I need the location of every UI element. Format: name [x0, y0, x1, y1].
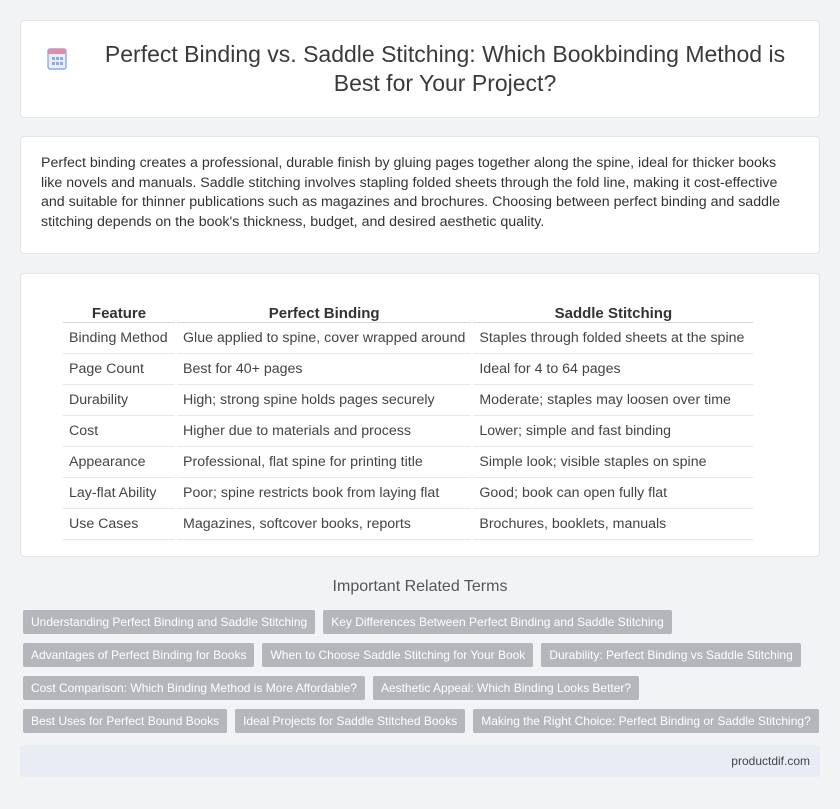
header-saddle-stitching: Saddle Stitching [473, 296, 753, 323]
header-perfect-binding: Perfect Binding [177, 296, 471, 323]
related-term-link[interactable]: When to Choose Saddle Stitching for Your Book [262, 643, 533, 667]
cell-feature: Page Count [63, 354, 175, 385]
cell-perfect: Best for 40+ pages [177, 354, 471, 385]
related-term-link[interactable]: Understanding Perfect Binding and Saddle Stitching [23, 610, 315, 634]
tag-row [23, 643, 823, 667]
intro-card [20, 136, 820, 254]
related-term-link[interactable]: Key Differences Between Perfect Binding and Saddle Stitching [323, 610, 672, 634]
related-term-link[interactable]: Durability: Perfect Binding vs Saddle Stitching [541, 643, 800, 667]
cell-feature: Lay-flat Ability [63, 478, 175, 509]
table-row [63, 447, 753, 478]
related-term-link[interactable]: Cost Comparison: Which Binding Method is More Affordable? [23, 676, 365, 700]
cell-feature: Durability [63, 385, 175, 416]
cell-perfect: Glue applied to spine, cover wrapped around [177, 323, 471, 354]
cell-saddle: Brochures, booklets, manuals [473, 509, 753, 540]
table-row [63, 509, 753, 540]
table-header-row [63, 296, 753, 323]
related-term-link[interactable]: Best Uses for Perfect Bound Books [23, 709, 227, 733]
cell-feature: Appearance [63, 447, 175, 478]
comparison-table [63, 296, 753, 540]
cell-perfect: Professional, flat spine for printing title [177, 447, 471, 478]
related-term-link[interactable]: Making the Right Choice: Perfect Binding or Saddle Stitching? [473, 709, 819, 733]
cell-feature: Binding Method [63, 323, 175, 354]
footer [20, 745, 820, 777]
related-terms-list [23, 610, 823, 742]
cell-saddle: Simple look; visible staples on spine [473, 447, 753, 478]
header-feature: Feature [63, 296, 175, 323]
table-row [63, 478, 753, 509]
table-row [63, 323, 753, 354]
cell-feature: Cost [63, 416, 175, 447]
cell-perfect: Magazines, softcover books, reports [177, 509, 471, 540]
tag-row [23, 610, 823, 634]
page-title: Perfect Binding vs. Saddle Stitching: Which Bookbinding Method is Best for Your Project? [104, 41, 786, 96]
table-row [63, 354, 753, 385]
tag-row [23, 709, 823, 733]
cell-perfect: High; strong spine holds pages securely [177, 385, 471, 416]
related-term-link[interactable]: Ideal Projects for Saddle Stitched Books [235, 709, 465, 733]
table-row [63, 385, 753, 416]
comparison-card [20, 273, 820, 557]
cell-feature: Use Cases [63, 509, 175, 540]
cell-perfect: Higher due to materials and process [177, 416, 471, 447]
cell-saddle: Ideal for 4 to 64 pages [473, 354, 753, 385]
table-row [63, 416, 753, 447]
cell-saddle: Staples through folded sheets at the spine [473, 323, 753, 354]
related-terms-heading: Important Related Terms [332, 578, 508, 595]
cell-saddle: Moderate; staples may loosen over time [473, 385, 753, 416]
header-card [20, 20, 820, 118]
related-term-link[interactable]: Aesthetic Appeal: Which Binding Looks Better? [373, 676, 639, 700]
footer-site-link[interactable]: productdif.com [731, 754, 810, 768]
tag-row [23, 676, 823, 700]
cell-perfect: Poor; spine restricts book from laying flat [177, 478, 471, 509]
cell-saddle: Good; book can open fully flat [473, 478, 753, 509]
related-term-link[interactable]: Advantages of Perfect Binding for Books [23, 643, 254, 667]
cell-saddle: Lower; simple and fast binding [473, 416, 753, 447]
intro-text: Perfect binding creates a professional, durable finish by gluing pages together along the spine, ideal for thicker books like novels and manuals. Saddle stitching involves stapling folded sheets through the fold line, making it cost-effective and suitable for thinner publications such as magazines and brochures. Choosing between perfect binding and saddle stitching depends on the book's thickness, budget, and desired aesthetic quality. [41, 155, 781, 230]
